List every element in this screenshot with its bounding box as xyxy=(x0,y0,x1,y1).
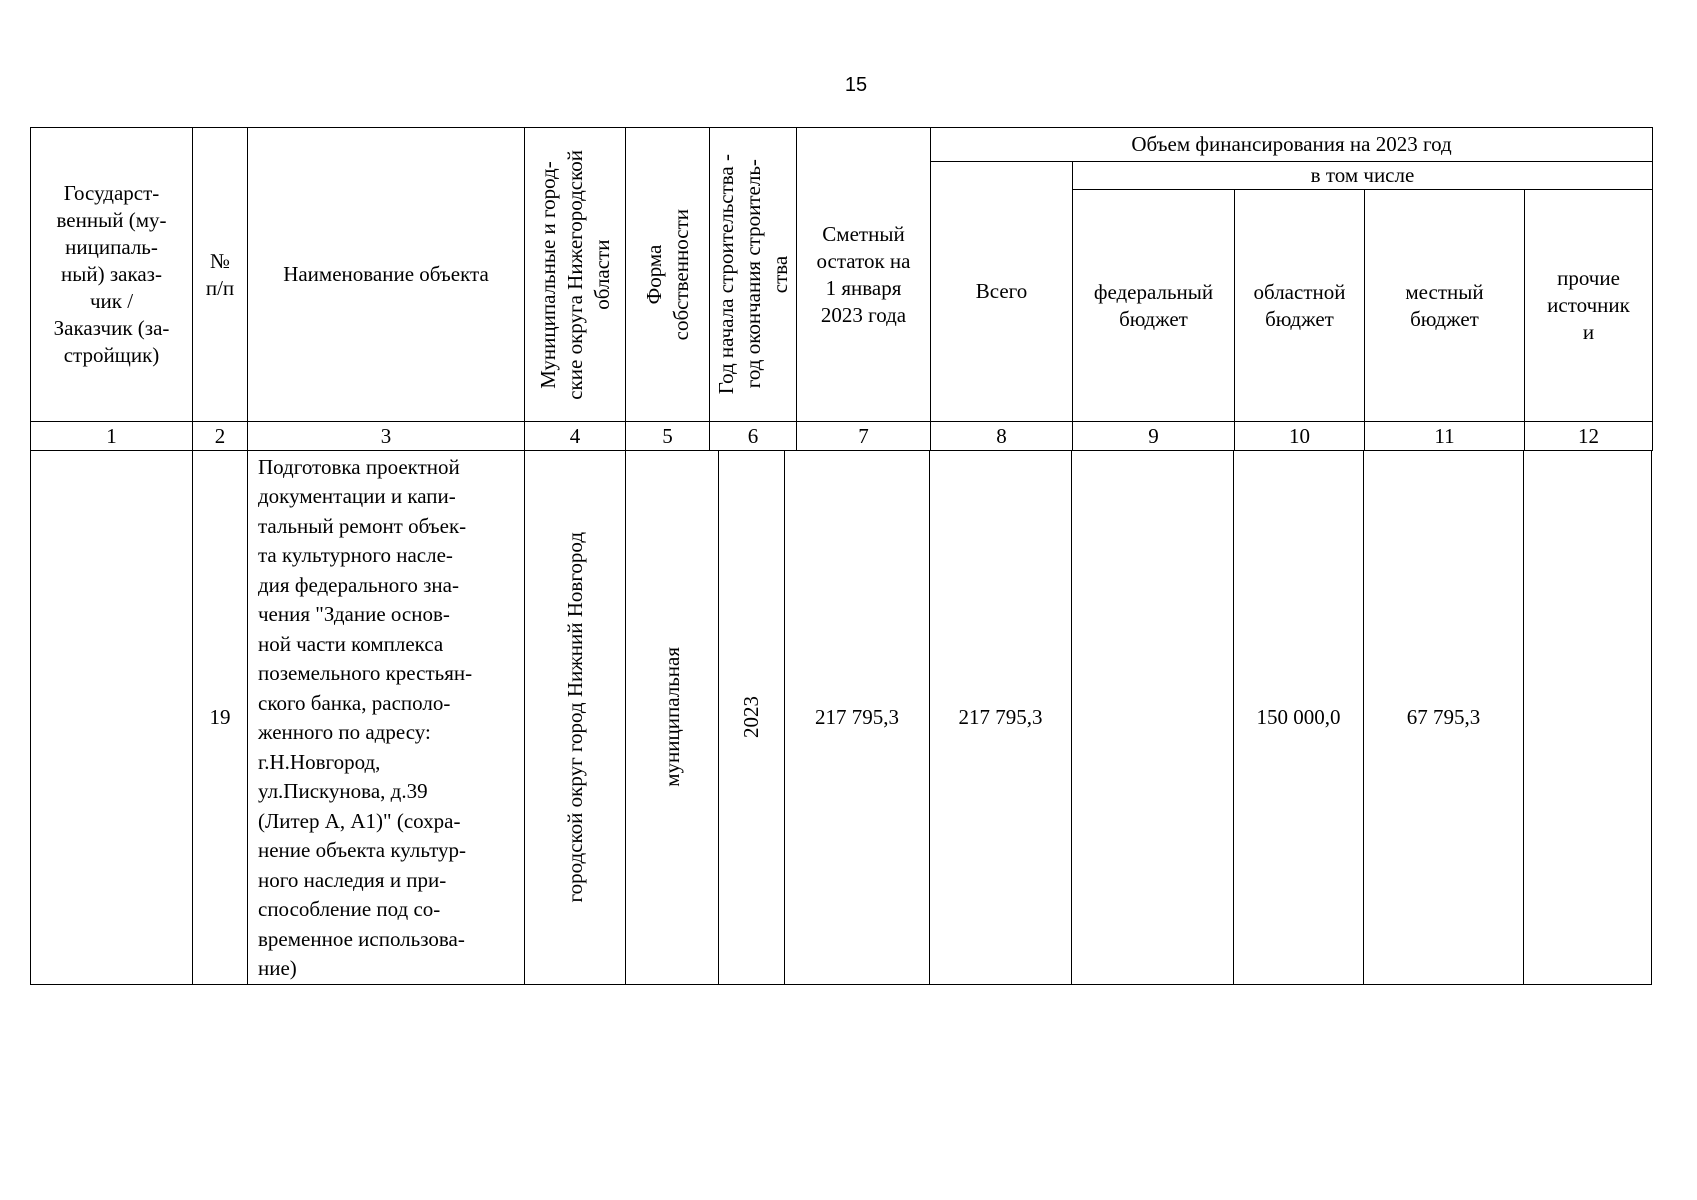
header-municipality xyxy=(525,128,626,422)
column-number: 9 xyxy=(1073,422,1235,451)
column-number: 5 xyxy=(626,422,710,451)
cell-municipality xyxy=(525,450,626,984)
cell-local-budget: 67 795,3 xyxy=(1364,450,1524,984)
cell-customer xyxy=(31,450,193,984)
header-municipality-text: Муниципальные и город- ские округа Нижегородской области xyxy=(535,149,614,400)
cell-federal-budget xyxy=(1072,450,1234,984)
cell-number: 19 xyxy=(193,450,248,984)
header-local-budget: местный бюджет xyxy=(1365,190,1525,422)
column-number: 8 xyxy=(931,422,1073,451)
cell-ownership xyxy=(626,450,719,984)
header-ownership-text: Форма собственности xyxy=(641,208,693,341)
header-regional-budget: областной бюджет xyxy=(1235,190,1365,422)
financing-table-header xyxy=(30,127,1653,451)
header-ownership xyxy=(626,128,710,422)
column-number: 2 xyxy=(193,422,248,451)
header-federal-budget: федеральный бюджет xyxy=(1073,190,1235,422)
column-number-row xyxy=(31,422,1653,451)
cell-years-text: 2023 xyxy=(739,696,763,738)
header-estimate-balance: Сметный остаток на 1 января 2023 года xyxy=(797,128,931,422)
table-row xyxy=(31,450,1652,984)
header-object-name: Наименование объекта xyxy=(248,128,525,422)
cell-regional-budget: 150 000,0 xyxy=(1234,450,1364,984)
header-customer: Государст- венный (му- ниципаль- ный) заказ- чик / Заказчик (за- стройщик) xyxy=(31,128,193,422)
column-number: 4 xyxy=(525,422,626,451)
header-other-sources: прочие источник и xyxy=(1525,190,1653,422)
header-including: в том числе xyxy=(1073,162,1653,190)
cell-other-sources xyxy=(1524,450,1652,984)
header-total: Всего xyxy=(931,162,1073,422)
cell-object-name: Подготовка проектной документации и капи- тальный ремонт объек- та культурного насле- дия федерального зна- чения "Здание основ- ной части комплекса поземельного крестьян- ского банка, располо- женного по адресу: г.Н.Новгород, ул.Пискунова, д.39 (Литер А, А1)" (сохра- нение объекта культур- ного наследия и при- способление под со- временное использова- ние) xyxy=(248,450,525,984)
financing-table-container xyxy=(30,127,1653,985)
column-number: 7 xyxy=(797,422,931,451)
column-number: 3 xyxy=(248,422,525,451)
cell-total: 217 795,3 xyxy=(930,450,1072,984)
header-number: № п/п xyxy=(193,128,248,422)
cell-ownership-text: муниципальная xyxy=(659,647,684,787)
column-number: 1 xyxy=(31,422,193,451)
column-number: 6 xyxy=(710,422,797,451)
cell-years xyxy=(719,450,785,984)
column-number: 11 xyxy=(1365,422,1525,451)
header-financing-title: Объем финансирования на 2023 год xyxy=(931,128,1653,162)
column-number: 10 xyxy=(1235,422,1365,451)
column-number: 12 xyxy=(1525,422,1653,451)
cell-municipality-text: городской округ город Нижний Новгород xyxy=(562,531,587,903)
page-number: 15 xyxy=(844,74,868,96)
cell-estimate-balance: 217 795,3 xyxy=(785,450,930,984)
financing-table-body xyxy=(30,450,1652,985)
header-years-text: Год начала строительства - год окончания строитель- ства xyxy=(713,154,792,395)
header-years xyxy=(710,128,797,422)
